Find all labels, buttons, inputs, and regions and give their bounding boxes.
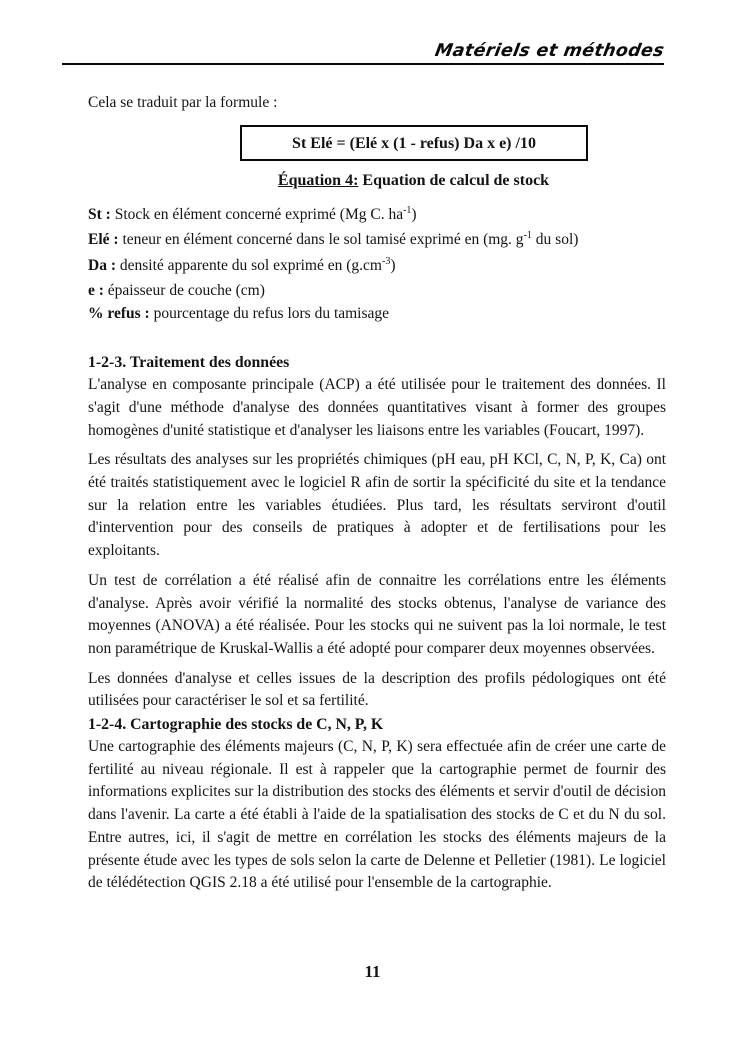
- variable-definitions: [88, 203, 666, 325]
- definition-text: Stock en élément concerné exprimé (Mg C. ha: [114, 206, 404, 224]
- definition-text: pourcentage du refus lors du tamisage: [153, 305, 390, 322]
- equation-caption-label: Équation 4:: [277, 171, 359, 189]
- superscript-text: -1: [523, 230, 532, 242]
- section-heading-1-2-4: 1-2-4. Cartographie des stocks de C, N, P, K: [88, 716, 384, 734]
- definition-da: [88, 254, 666, 279]
- definition-text: densité apparente du sol exprimé en (g.cm: [119, 256, 382, 274]
- definition-text: teneur en élément concerné dans le sol tamisé exprimé en (mg. g: [122, 231, 524, 249]
- superscript-text: -3: [381, 255, 391, 267]
- section-cartographie-stocks: [88, 713, 666, 895]
- page-number: 11: [364, 962, 381, 981]
- paragraph-test-correlation: Un test de corrélation a été réalisé afin de connaitre les corrélations entre les éléments d'analyse. Après avoir vérifié la normalité des stocks obtenus, l'analyse de variance des moyennes (ANOVA) a été réalisée. Pour les stocks qui ne suivent pas la loi normale, le test non paramétrique de Kruskal-Wallis a été adopté pour comparer deux moyennes observées.: [88, 571, 666, 657]
- definition-term: e :: [88, 281, 108, 299]
- paragraph-resultats-analyses: Les résultats des analyses sur les propriétés chimiques (pH eau, pH KCl, C, N, P, K, Ca) ont été traités statistiquement avec le logiciel R afin de sortir la spécificité du site et la tendance sur la relation entre les variables étudiées. Plus tard, les résultats serviront d'outil d'intervention pour des conseils de pratiques à adopter et de fertilisations pour les exploitants.: [88, 451, 666, 560]
- definition-term: St :: [88, 206, 115, 224]
- paragraph-cartographie: Une cartographie des éléments majeurs (C, N, P, K) sera effectuée afin de créer une carte de fertilité au niveau régionale. Il est à rappeler que la cartographie permet de fournir des informations explicites sur la distribution des stocks des éléments et servir d'outil de décision dans l'avenir. La carte a été établi à l'aide de la spatialisation des stocks de C et du N du sol. Entre autres, ici, il s'agit de mettre en corrélation les stocks des éléments majeurs de la présente étude avec les types de sols selon la carte de Delenne et Pelletier (1981). Le logiciel de télédétection QGIS 2.18 a été utilisé pour l'ensemble de la cartographie.: [88, 738, 666, 892]
- paragraph-donnees-analyse: Les données d'analyse et celles issues de la description des profils pédologiques ont été utilisées pour caractériser le sol et sa fertilité.: [88, 669, 666, 710]
- equation-formula: St Elé = (Elé x (1 - refus) Da x e) /10: [292, 134, 536, 152]
- equation-caption: [88, 170, 666, 193]
- equation-box: [240, 125, 588, 161]
- definition-text: ): [390, 256, 396, 274]
- paragraph-acp: L'analyse en composante principale (ACP) a été utilisée pour le traitement des données. Il s'agit d'une méthode d'analyse des données quantitatives visant à former des groupes homogènes d'unité statistique et d'analyser les liaisons entre les variables (Foucart, 1997).: [88, 376, 666, 439]
- definition-text: du sol): [531, 231, 579, 249]
- superscript-text: -1: [403, 205, 412, 217]
- definition-refus: [88, 302, 666, 325]
- definition-term: % refus :: [88, 305, 154, 322]
- definition-st: [88, 203, 666, 228]
- equation-caption-text: Equation de calcul de stock: [362, 171, 550, 189]
- intro-sentence: Cela se traduit par la formule :: [88, 94, 278, 111]
- definition-text: épaisseur de couche (cm): [107, 281, 265, 299]
- running-head-title: Matériels et méthodes: [433, 41, 666, 61]
- section-traitement-des-donnees: [88, 351, 666, 713]
- page-header: [62, 0, 664, 65]
- section-heading-1-2-3: 1-2-3. Traitement des données: [88, 354, 290, 372]
- definition-term: Elé :: [88, 231, 123, 249]
- definition-term: Da :: [88, 256, 120, 274]
- definition-text: ): [411, 206, 417, 224]
- definition-ele: [88, 228, 666, 253]
- definition-e: [88, 279, 666, 302]
